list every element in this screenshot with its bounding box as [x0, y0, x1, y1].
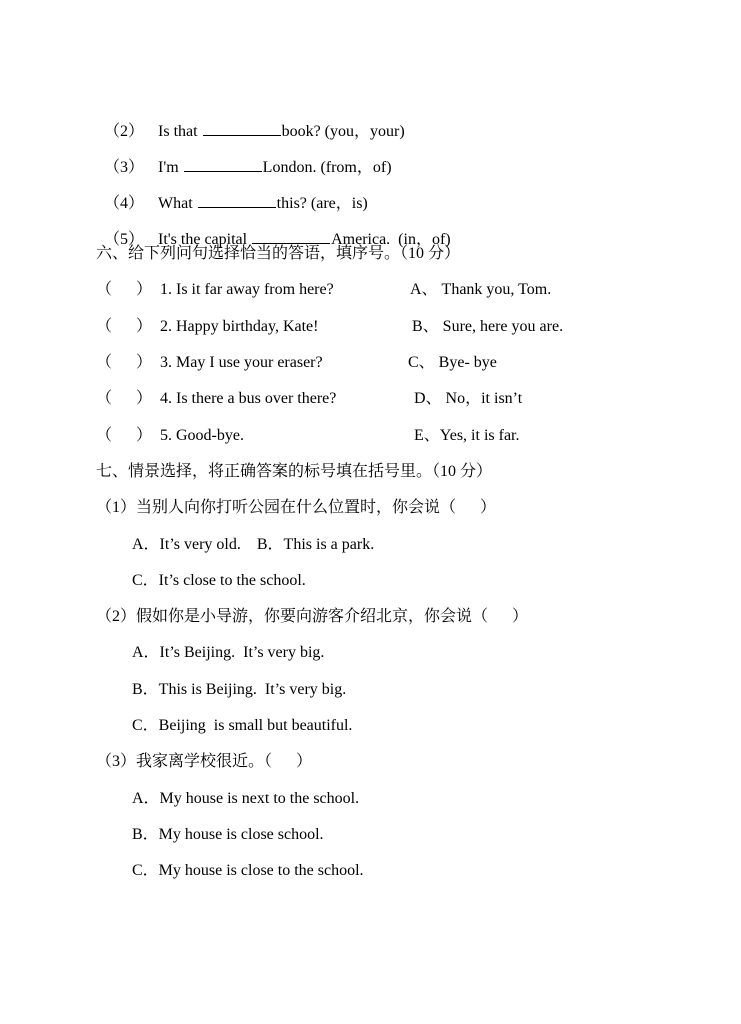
question-text: 2. Happy birthday, Kate! — [160, 318, 319, 335]
answer-option: A、 Thank you, Tom. — [410, 281, 552, 298]
scenario-option-a: A．It’s Beijing. It’s very big. — [132, 644, 325, 661]
question-text: 1. Is it far away from here? — [160, 281, 334, 298]
scenario-option-b: B．This is Beijing. It’s very big. — [132, 681, 347, 698]
answer-blank[interactable] — [252, 227, 330, 244]
question-paren[interactable]: （ ） — [96, 318, 153, 335]
item-number: （3） — [104, 159, 145, 176]
fill-blank-item-3 — [96, 135, 392, 176]
question-text: 3. May I use your eraser? — [160, 354, 323, 371]
section-7-heading: 七、情景选择，将正确答案的标号填在括号里。（10 分） — [96, 463, 493, 480]
item-text-before: It's the capital — [158, 231, 252, 248]
item-text-before: Is that — [158, 123, 202, 140]
question-text: 4. Is there a bus over there? — [160, 390, 337, 407]
answer-blank[interactable] — [203, 119, 281, 136]
item-text-after: America. (in，of) — [331, 231, 451, 248]
scenario-option-c: C．Beijing is small but beautiful. — [132, 717, 353, 734]
scenario-options-ab: A．It’s very old. B．This is a park. — [132, 536, 375, 553]
scenario-prompt-2: （2）假如你是小导游，你要向游客介绍北京，你会说（ ） — [96, 608, 529, 625]
fill-blank-item-2 — [96, 99, 405, 140]
answer-option: E、Yes, it is far. — [414, 427, 520, 444]
section-6-heading: 六、给下列问句选择恰当的答语，填序号。（10 分） — [96, 245, 461, 262]
item-number: （5） — [104, 231, 145, 248]
answer-blank[interactable] — [184, 155, 262, 172]
item-number: （2） — [104, 123, 145, 140]
answer-option: B、 Sure, here you are. — [412, 318, 564, 335]
answer-option: C、 Bye- bye — [408, 354, 497, 371]
answer-option: D、 No，it isn’t — [414, 390, 523, 407]
item-text-before: What — [158, 195, 197, 212]
scenario-option-c: C．My house is close to the school. — [132, 862, 364, 879]
item-text-after: book? (you，your) — [281, 123, 405, 140]
question-text: 5. Good-bye. — [160, 427, 244, 444]
scenario-prompt-1: （1）当别人向你打听公园在什么位置时，你会说（ ） — [96, 499, 497, 516]
item-text-after: this? (are，is) — [276, 195, 368, 212]
fill-blank-item-4 — [96, 171, 368, 212]
scenario-option-c: C．It’s close to the school. — [132, 572, 306, 589]
item-text-after: London. (from，of) — [262, 159, 392, 176]
answer-blank[interactable] — [198, 191, 276, 208]
question-paren[interactable]: （ ） — [96, 281, 153, 298]
question-paren[interactable]: （ ） — [96, 390, 153, 407]
item-text-before: I'm — [158, 159, 183, 176]
fill-blank-item-5 — [96, 207, 451, 248]
item-number: （4） — [104, 195, 145, 212]
scenario-prompt-3: （3）我家离学校很近。（ ） — [96, 753, 313, 770]
scenario-option-a: A．My house is next to the school. — [132, 790, 360, 807]
question-paren[interactable]: （ ） — [96, 427, 153, 444]
question-paren[interactable]: （ ） — [96, 354, 153, 371]
scenario-option-b: B．My house is close school. — [132, 826, 324, 843]
